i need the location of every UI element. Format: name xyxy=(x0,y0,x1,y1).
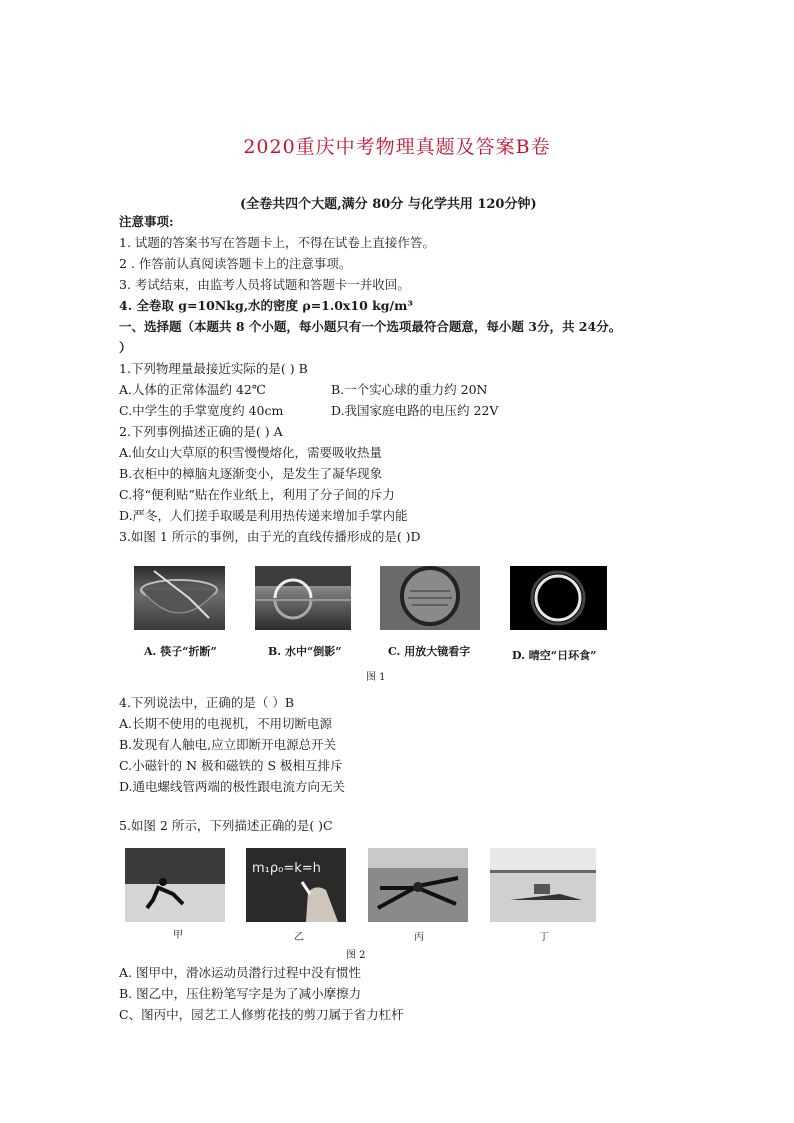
q1-option-a: A.人体的正常体温约 42℃ xyxy=(119,382,266,397)
bowl-image xyxy=(134,566,225,630)
figure2-caption-yi: 乙 xyxy=(294,932,304,943)
figure2-caption-ding: 丁 xyxy=(539,932,549,943)
chalkboard-image xyxy=(246,848,346,922)
skater-image xyxy=(125,848,225,922)
figure1-photo-eclipse xyxy=(510,566,607,630)
exam-info: (全卷共四个大题,满分 80分 与化学共用 120分钟) xyxy=(240,197,537,212)
notice-heading: 注意事项: xyxy=(119,214,174,229)
q1-option-b: B.一个实心球的重力约 20N xyxy=(331,382,488,397)
figure2-photo-skater xyxy=(125,848,225,922)
figure1-caption-a: A. 筷子“折断” xyxy=(144,645,217,658)
shears-image xyxy=(368,848,468,922)
q1-option-c: C.中学生的手掌宽度约 40cm xyxy=(119,403,284,418)
q2-option-a: A.仙女山大草原的积雪慢慢熔化，需要吸收热量 xyxy=(119,445,383,460)
q5-option-c: C、图丙中，园艺工人修剪花技的剪刀属于省力杠杆 xyxy=(119,1007,404,1022)
q2-option-d: D.严冬，人们搓手取暖是利用热传递来增加手掌内能 xyxy=(119,508,408,523)
figure2-label: 图 2 xyxy=(346,950,366,961)
chalk-writing: m₁ρ₀=k=h xyxy=(252,861,321,876)
notice-item: 4. 全卷取 g=10Nkg,水的密度 ρ=1.0x10 kg/m³ xyxy=(119,298,413,313)
q4-option-a: A.长期不使用的电视机，不用切断电源 xyxy=(119,716,333,731)
figure1-caption-b: B. 水中“倒影” xyxy=(268,645,342,658)
notice-item: 1. 试题的答案书写在答题卡上，不得在试卷上直接作答。 xyxy=(119,235,435,250)
q1-stem: 1.下列物理量最接近实际的是( ) B xyxy=(119,361,308,376)
figure2-photo-chalk xyxy=(246,848,346,922)
figure2-photo-shears xyxy=(368,848,468,922)
q3-stem: 3.如图 1 所示的事例，由于光的直线传播形成的是( )D xyxy=(119,529,421,544)
figure2-photo-hovercraft xyxy=(490,848,596,922)
figure1-caption-c: C. 用放大镜看字 xyxy=(388,645,471,658)
page-title: 2020重庆中考物理真题及答案B卷 xyxy=(243,136,551,158)
q5-option-b: B. 图乙中，压住粉笔写字是为了减小摩擦力 xyxy=(119,986,362,1001)
q4-option-c: C.小磁针的 N 极和磁铁的 S 极相互排斥 xyxy=(119,758,343,773)
q5-stem: 5.如图 2 所示，下列描述正确的是( )C xyxy=(119,818,333,833)
q4-option-d: D.通电螺线管两端的极性跟电流方向无关 xyxy=(119,779,346,794)
q4-stem: 4.下列说法中，正确的是（ ）B xyxy=(119,695,295,710)
section-heading: 一、选择题（本题共 8 个小题，每小题只有一个选项最符合题意，每小题 3分，共 24分。 xyxy=(119,319,622,334)
q2-option-c: C.将“便利贴”贴在作业纸上，利用了分子间的斥力 xyxy=(119,487,395,502)
q1-option-d: D.我国家庭电路的电压约 22V xyxy=(331,403,499,418)
eclipse-image xyxy=(510,566,607,630)
q2-stem: 2.下列事例描述正确的是( ) A xyxy=(119,424,283,439)
vehicle-image xyxy=(490,848,596,922)
magnifier-image xyxy=(380,566,480,630)
figure1-photo-chopsticks xyxy=(134,566,225,630)
figure1-label: 图 1 xyxy=(366,672,386,683)
figure1-photo-reflection xyxy=(255,566,351,630)
section-heading-cont: ） xyxy=(119,340,132,355)
figure1-caption-d: D. 晴空“日环食” xyxy=(512,649,597,662)
figure2-caption-bing: 丙 xyxy=(414,932,424,943)
notice-item: 3. 考试结束，由监考人员将试题和答题卡一并收回。 xyxy=(119,277,410,292)
notice-item: 2 . 作答前认真阅读答题卡上的注意事项。 xyxy=(119,256,352,271)
bridge-image xyxy=(255,566,351,630)
q4-option-b: B.发现有人触电,应立即断开电源总开关 xyxy=(119,737,337,752)
q5-option-a: A. 图甲中，滑冰运动员潜行过程中没有惯性 xyxy=(119,965,361,980)
figure1-photo-magnifier xyxy=(380,566,480,630)
figure2-caption-jia: 甲 xyxy=(173,930,183,941)
q2-option-b: B.衣柜中的樟脑丸逐渐变小，是发生了凝华现象 xyxy=(119,466,383,481)
